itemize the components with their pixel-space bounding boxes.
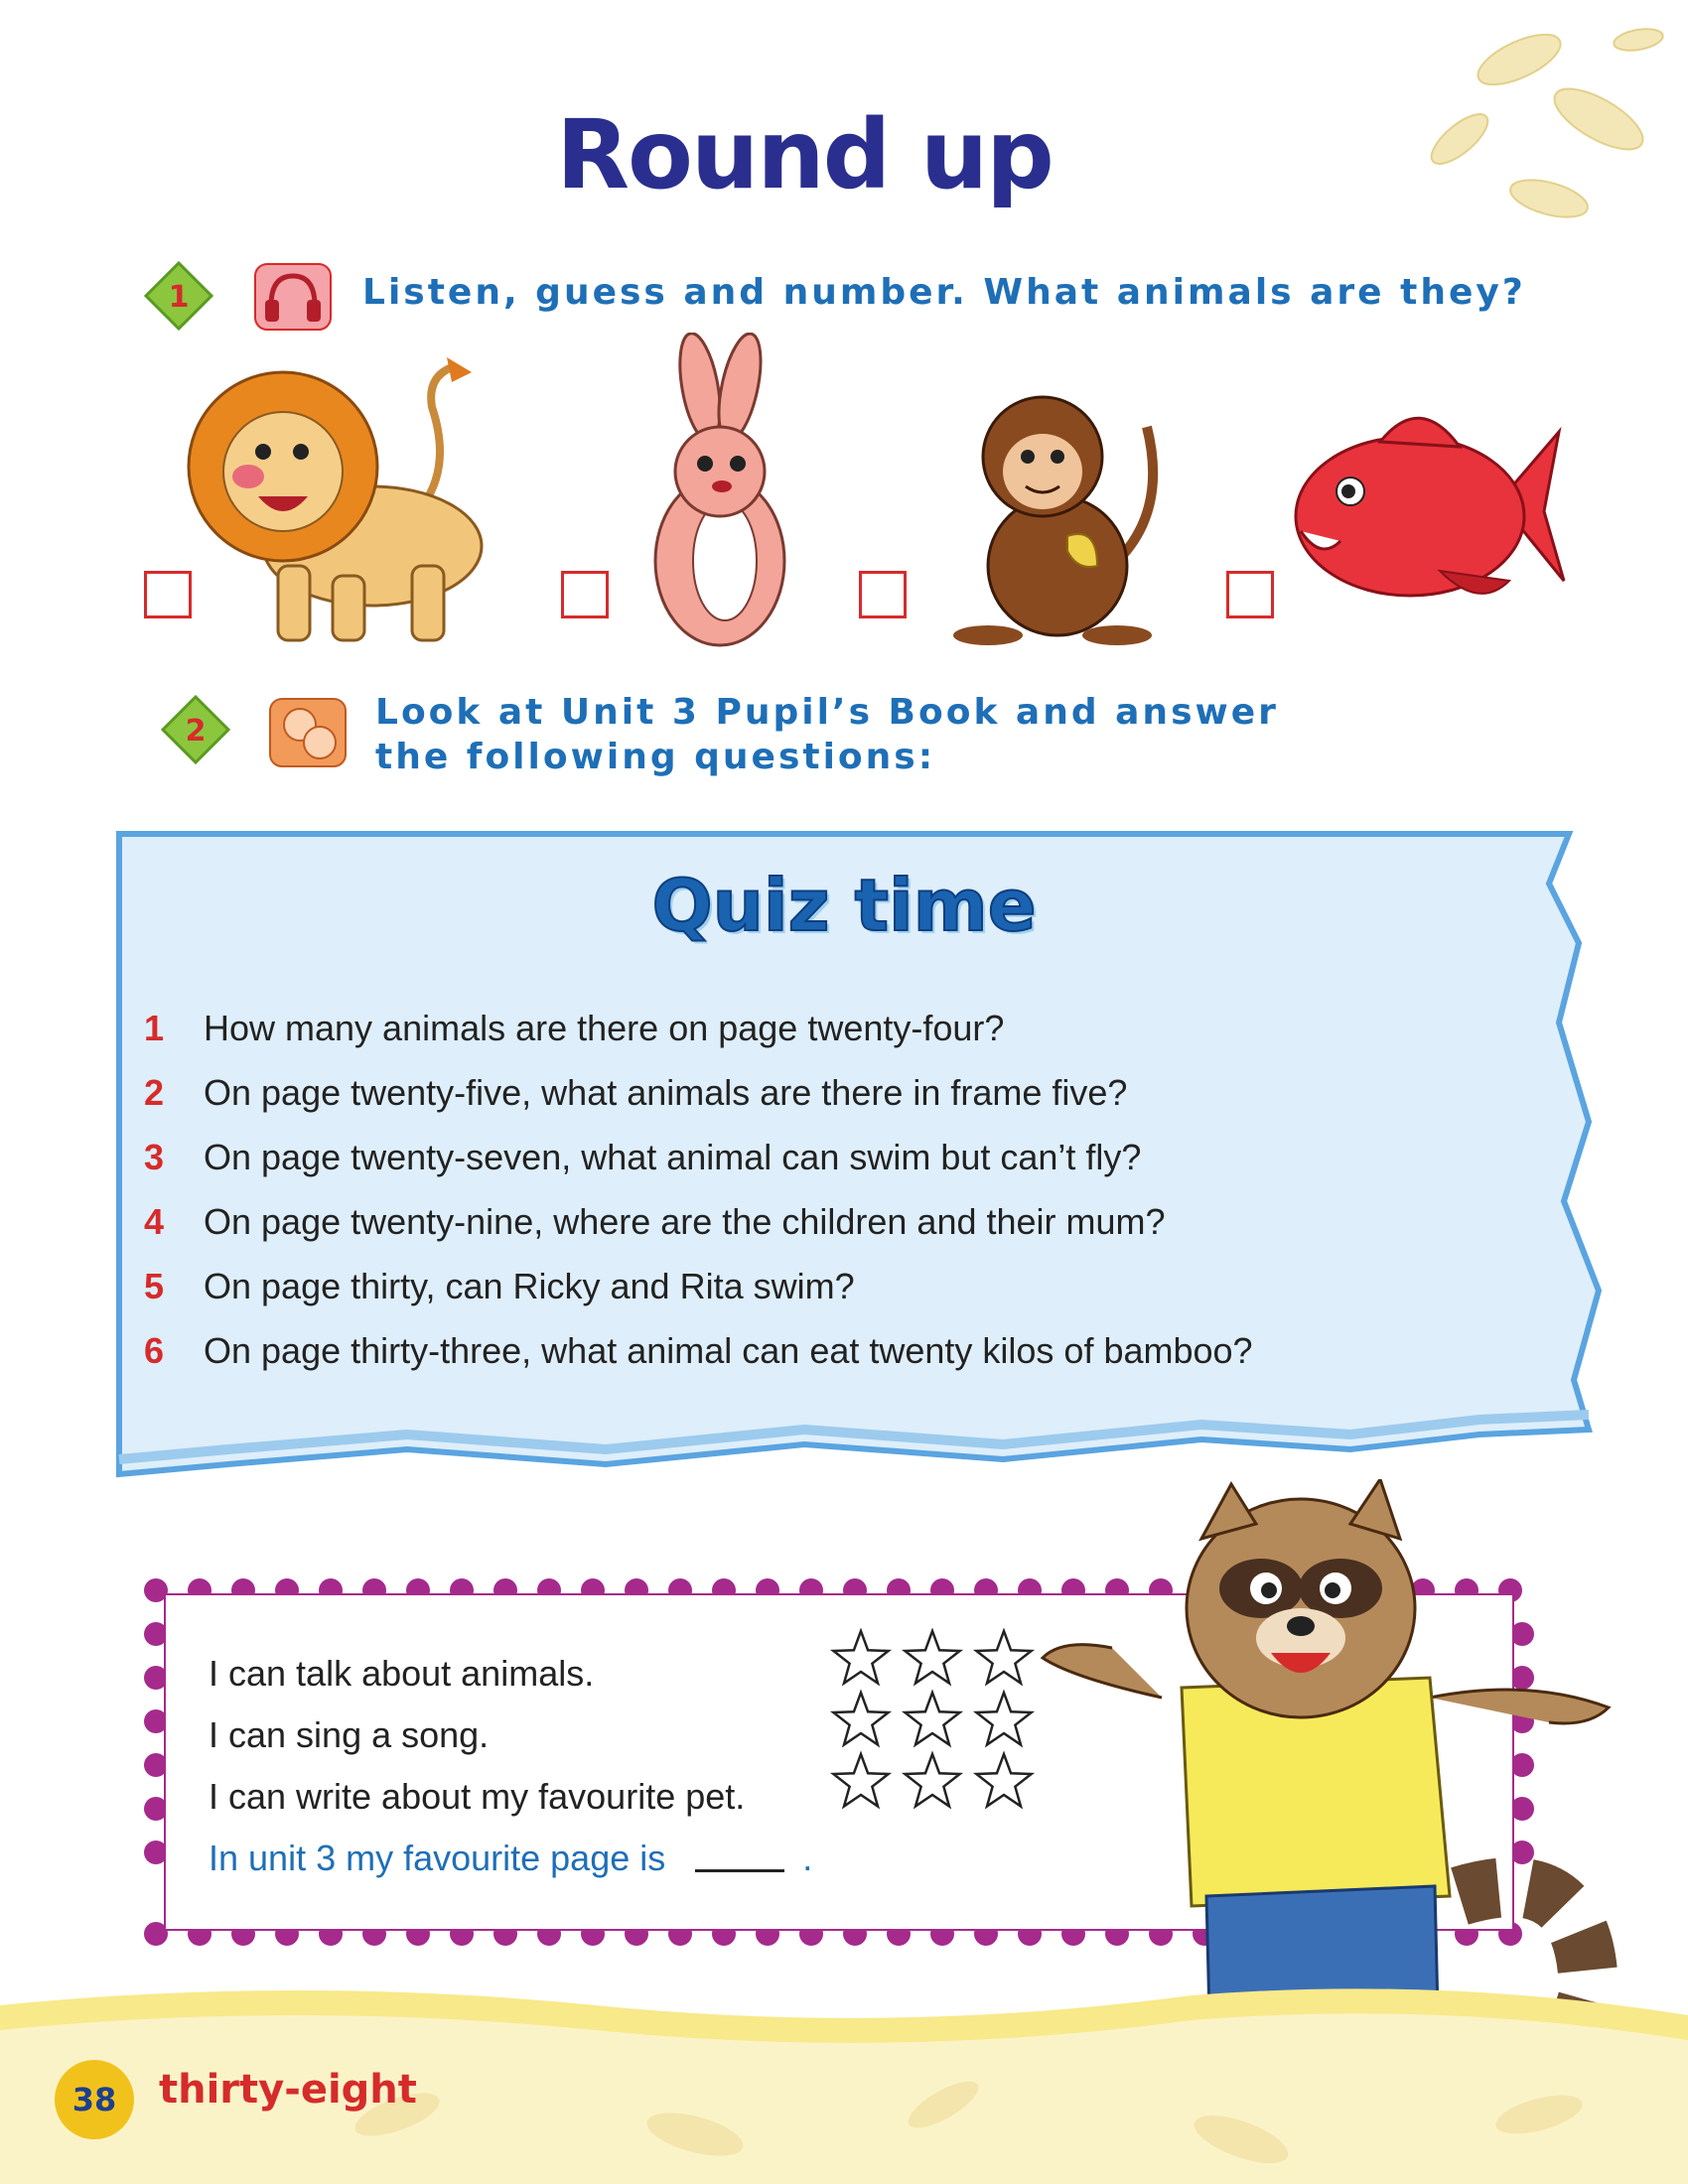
rating-star-icon[interactable] <box>905 1631 959 1684</box>
rating-star-icon[interactable] <box>905 1693 959 1745</box>
assessment-item-text: I can sing a song. <box>209 1714 490 1755</box>
favourite-page-blank[interactable] <box>695 1845 784 1872</box>
quiz-question-list <box>144 996 1534 1383</box>
question-text: On page twenty-nine, where are the children and their mum? <box>204 1200 1166 1242</box>
page-number-badge: 38 <box>55 2060 134 2139</box>
answer-box-rabbit[interactable] <box>561 571 609 618</box>
quiz-question <box>144 1189 1534 1254</box>
exercise-1-badge-icon <box>144 261 213 331</box>
favourite-page-item <box>209 1828 1102 1889</box>
assessment-item-text: I can write about my favourite pet. <box>209 1776 746 1817</box>
question-text: On page twenty-five, what animals are there in frame five? <box>204 1071 1128 1113</box>
exercise-1-instruction: Listen, guess and number. What animals are they? <box>362 272 1526 313</box>
exercise-1-number: 1 <box>168 280 190 315</box>
favourite-page-end-mark: . <box>802 1838 813 1878</box>
lion-icon <box>184 347 501 650</box>
exercise-2-badge-icon <box>161 695 230 764</box>
question-text: On page twenty-seven, what animal can swim but can’t fly? <box>204 1136 1142 1177</box>
exercise-2-number: 2 <box>185 714 207 749</box>
speech-bubble-icon <box>268 695 348 770</box>
rating-star-icon[interactable] <box>905 1754 959 1807</box>
answer-box-lion[interactable] <box>144 571 192 618</box>
answer-box-fish[interactable] <box>1226 571 1274 618</box>
quiz-question <box>144 1254 1534 1318</box>
quiz-question <box>144 1060 1534 1125</box>
question-text: How many animals are there on page twenty-four? <box>204 1007 1005 1048</box>
quiz-question <box>144 1318 1534 1383</box>
quiz-title: Quiz time <box>651 864 1037 947</box>
rating-star-icon[interactable] <box>833 1693 888 1745</box>
favourite-page-text: In unit 3 my favourite page is <box>209 1838 666 1878</box>
question-number: 2 <box>144 1071 165 1113</box>
quiz-question <box>144 1125 1534 1189</box>
question-number: 6 <box>144 1329 165 1371</box>
assessment-item-text: I can talk about animals. <box>209 1653 595 1694</box>
rating-star-icon[interactable] <box>976 1754 1031 1807</box>
question-number: 3 <box>144 1136 165 1177</box>
page-number-words: thirty-eight <box>159 2067 417 2113</box>
rating-star-icon[interactable] <box>976 1693 1031 1745</box>
answer-box-monkey[interactable] <box>859 571 907 618</box>
rating-star-icon[interactable] <box>833 1631 888 1684</box>
question-text: On page thirty, can Ricky and Rita swim? <box>204 1265 855 1306</box>
rating-star-icon[interactable] <box>976 1631 1031 1684</box>
monkey-icon <box>948 387 1177 650</box>
exercise-2-instruction-line1: Look at Unit 3 Pupil’s Book and answer <box>375 692 1279 733</box>
quiz-question <box>144 996 1534 1060</box>
fish-icon <box>1291 392 1569 625</box>
rating-star-icon[interactable] <box>833 1754 888 1807</box>
question-number: 1 <box>144 1007 165 1048</box>
page-title: Round up <box>556 99 1053 210</box>
question-number: 5 <box>144 1265 165 1306</box>
question-number: 4 <box>144 1200 165 1242</box>
question-text: On page thirty-three, what animal can eat twenty kilos of bamboo? <box>204 1329 1253 1371</box>
headphones-icon <box>253 258 333 334</box>
exercise-2-instruction-line2: the following questions: <box>375 737 936 777</box>
rating-stars <box>829 1628 1053 1827</box>
rabbit-icon <box>631 333 799 650</box>
